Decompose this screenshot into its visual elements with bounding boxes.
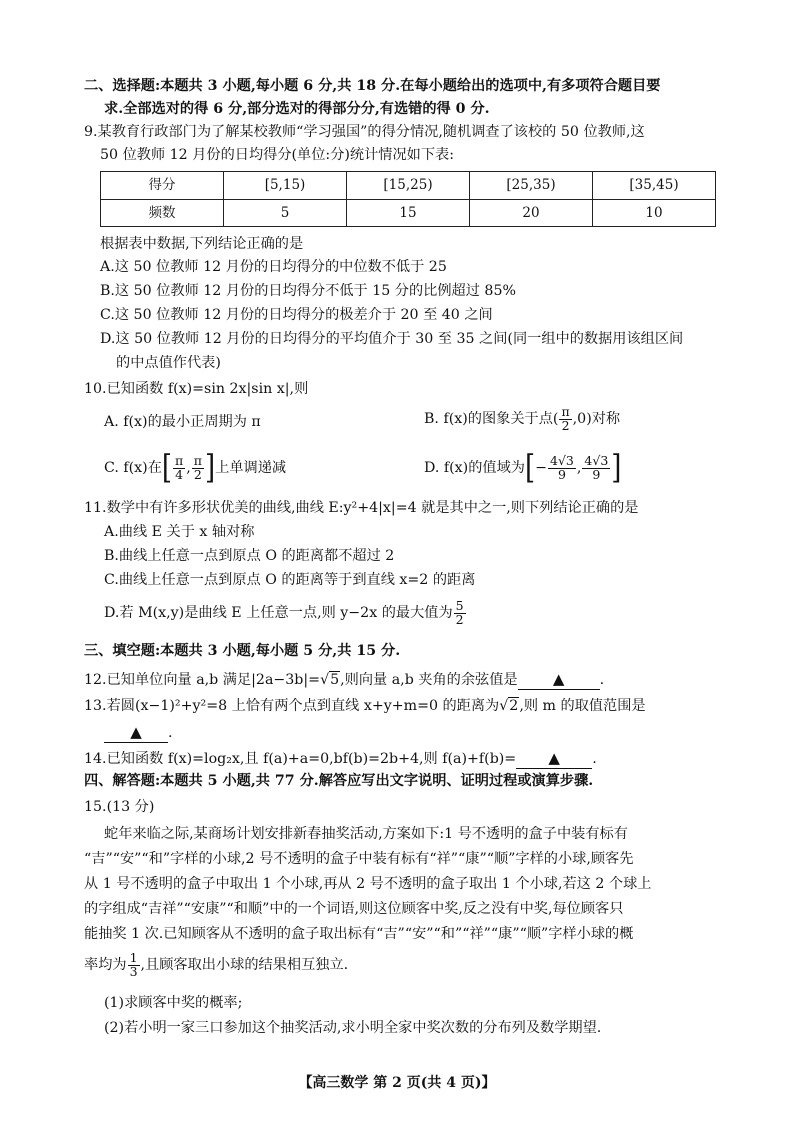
- table-cell: [35,45): [593, 172, 716, 200]
- q10-option-a: A. f(x)的最小正周期为 π: [104, 414, 261, 430]
- section2-header-line2: 求.全部选对的得 6 分,部分选对的得部分分,有选错的得 0 分.: [104, 101, 490, 117]
- q15-para-line1: 蛇年来临之际,某商场计划安排新春抽奖活动,方案如下:1 号不透明的盒子中装有标有: [104, 826, 628, 842]
- q11-option-c: C.曲线上任意一点到原点 O 的距离等于到直线 x=2 的距离: [104, 572, 476, 588]
- q11-option-b: B.曲线上任意一点到原点 O 的距离都不超过 2: [104, 548, 395, 564]
- table-cell: [25,35): [470, 172, 593, 200]
- q11-option-a: A.曲线 E 关于 x 轴对称: [104, 524, 255, 540]
- q9-lead: 根据表中数据,下列结论正确的是: [100, 236, 304, 252]
- section4-header: 四、解答题:本题共 5 小题,共 77 分.解答应写出文字说明、证明过程或演算步骤.: [84, 773, 594, 789]
- q10-option-c: C. f(x)在[ $\frac{\pi}{4}$ , $\frac{\pi}{2}$ ]上单调递减: [104, 449, 287, 487]
- table-cell: [5,15): [224, 172, 347, 200]
- q15-para-line3: 从 1 号不透明的盒子中取出 1 个小球,再从 2 号不透明的盒子取出 1 个小球,若这 2 个球上: [84, 876, 652, 892]
- fraction: $\frac{\pi}{2}$: [561, 404, 570, 433]
- answer-blank[interactable]: ▲: [516, 749, 592, 769]
- table-cell: [15,25): [347, 172, 470, 200]
- fraction: $\frac{4√3}{9}$: [584, 453, 609, 482]
- q13-line2: ▲ .: [104, 723, 173, 743]
- q9-score-table: [100, 171, 716, 227]
- section2-header-line1: 二、选择题:本题共 3 小题,每小题 6 分,共 18 分.在每小题给出的选项中,有多项符合题目要: [84, 78, 661, 94]
- q15-subquestion-1: (1)求顾客中奖的概率;: [104, 995, 243, 1011]
- table-cell: 10: [593, 199, 716, 227]
- q9-option-a: A.这 50 位教师 12 月份的日均得分的中位数不低于 25: [100, 259, 447, 275]
- q10-option-d: D. f(x)的值域为[− $\frac{4√3}{9}$ , $\frac{4√3}{9}$ ]: [424, 449, 622, 487]
- q11-option-d: D.若 M(x,y)是曲线 E 上任意一点,则 y−2x 的最大值为 $\frac{5}{2}$: [104, 598, 464, 627]
- q9-option-d-line1: D.这 50 位教师 12 月份的日均得分的平均值介于 30 至 35 之间(同一组中的数据用该组区间: [100, 331, 684, 347]
- q10-option-b: B. f(x)的图象关于点( $\frac{\pi}{2}$ ,0)对称: [424, 404, 621, 433]
- table-row: [101, 172, 716, 200]
- q9-option-d-line2: 的中点值作代表): [116, 355, 221, 371]
- fraction: $\frac{5}{2}$: [455, 598, 464, 627]
- q15-subquestion-2: (2)若小明一家三口参加这个抽奖活动,求小明全家中奖次数的分布列及数学期望.: [104, 1020, 602, 1036]
- q15-para-line6: 率均为 $\frac{1}{3}$ ,且顾客取出小球的结果相互独立.: [84, 950, 349, 979]
- q15-para-line4: 的字组成“吉祥”“安康”“和顺”中的一个词语,则这位顾客中奖,反之没有中奖,每位顾客只: [84, 901, 624, 917]
- section3-header: 三、填空题:本题共 3 小题,每小题 5 分,共 15 分.: [84, 643, 401, 659]
- table-row-header: 频数: [101, 199, 224, 227]
- fraction: $\frac{\pi}{4}$: [175, 453, 184, 482]
- q14: 14.已知函数 f(x)=log₂x,且 f(a)+a=0,bf(b)=2b+4,则 f(a)+f(b)= ▲ .: [84, 749, 597, 769]
- q11-stem: 11.数学中有许多形状优美的曲线,曲线 E:y²+4|x|=4 就是其中之一,则下列结论正确的是: [84, 500, 639, 516]
- q15-title: 15.(13 分): [84, 799, 155, 815]
- q9-option-b: B.这 50 位教师 12 月份的日均得分不低于 15 分的比例超过 85%: [100, 283, 516, 299]
- q15-para-line5: 能抽奖 1 次.已知顾客从不透明的盒子取出标有“吉”“安”“和”“祥”“康”“顺”字样小球的概: [84, 926, 634, 942]
- q15-para-line2: “吉”“安”“和”字样的小球,2 号不透明的盒子中装有标有“祥”“康”“顺”字样的小球,顾客先: [84, 851, 634, 867]
- table-row-header: 得分: [101, 172, 224, 200]
- q9-stem-line1: 9.某教育行政部门为了解某校教师“学习强国”的得分情况,随机调查了该校的 50 位教师,这: [84, 124, 645, 140]
- page-footer: 【高三数学 第 2 页(共 4 页)】: [298, 1075, 496, 1091]
- fraction: $\frac{\pi}{2}$: [193, 453, 202, 482]
- table-cell: 20: [470, 199, 593, 227]
- q13-line1: 13.若圆(x−1)²+y²=8 上恰有两个点到直线 x+y+m=0 的距离为√2,则 m 的取值范围是: [84, 698, 646, 714]
- table-row: [101, 199, 716, 227]
- answer-blank[interactable]: ▲: [104, 723, 168, 743]
- fraction: $\frac{1}{3}$: [129, 950, 138, 979]
- q12: 12.已知单位向量 a,b 满足|2a−3b|=√5,则向量 a,b 夹角的余弦值是 ▲ .: [84, 670, 604, 690]
- table-cell: 15: [347, 199, 470, 227]
- q10-stem: 10.已知函数 f(x)=sin 2x|sin x|,则: [84, 381, 309, 397]
- q9-stem-line2: 50 位教师 12 月份的日均得分(单位:分)统计情况如下表:: [100, 147, 455, 163]
- table-cell: 5: [224, 199, 347, 227]
- fraction: $\frac{4√3}{9}$: [550, 453, 574, 482]
- q9-option-c: C.这 50 位教师 12 月份的日均得分的极差介于 20 至 40 之间: [100, 307, 493, 323]
- answer-blank[interactable]: ▲: [518, 670, 600, 690]
